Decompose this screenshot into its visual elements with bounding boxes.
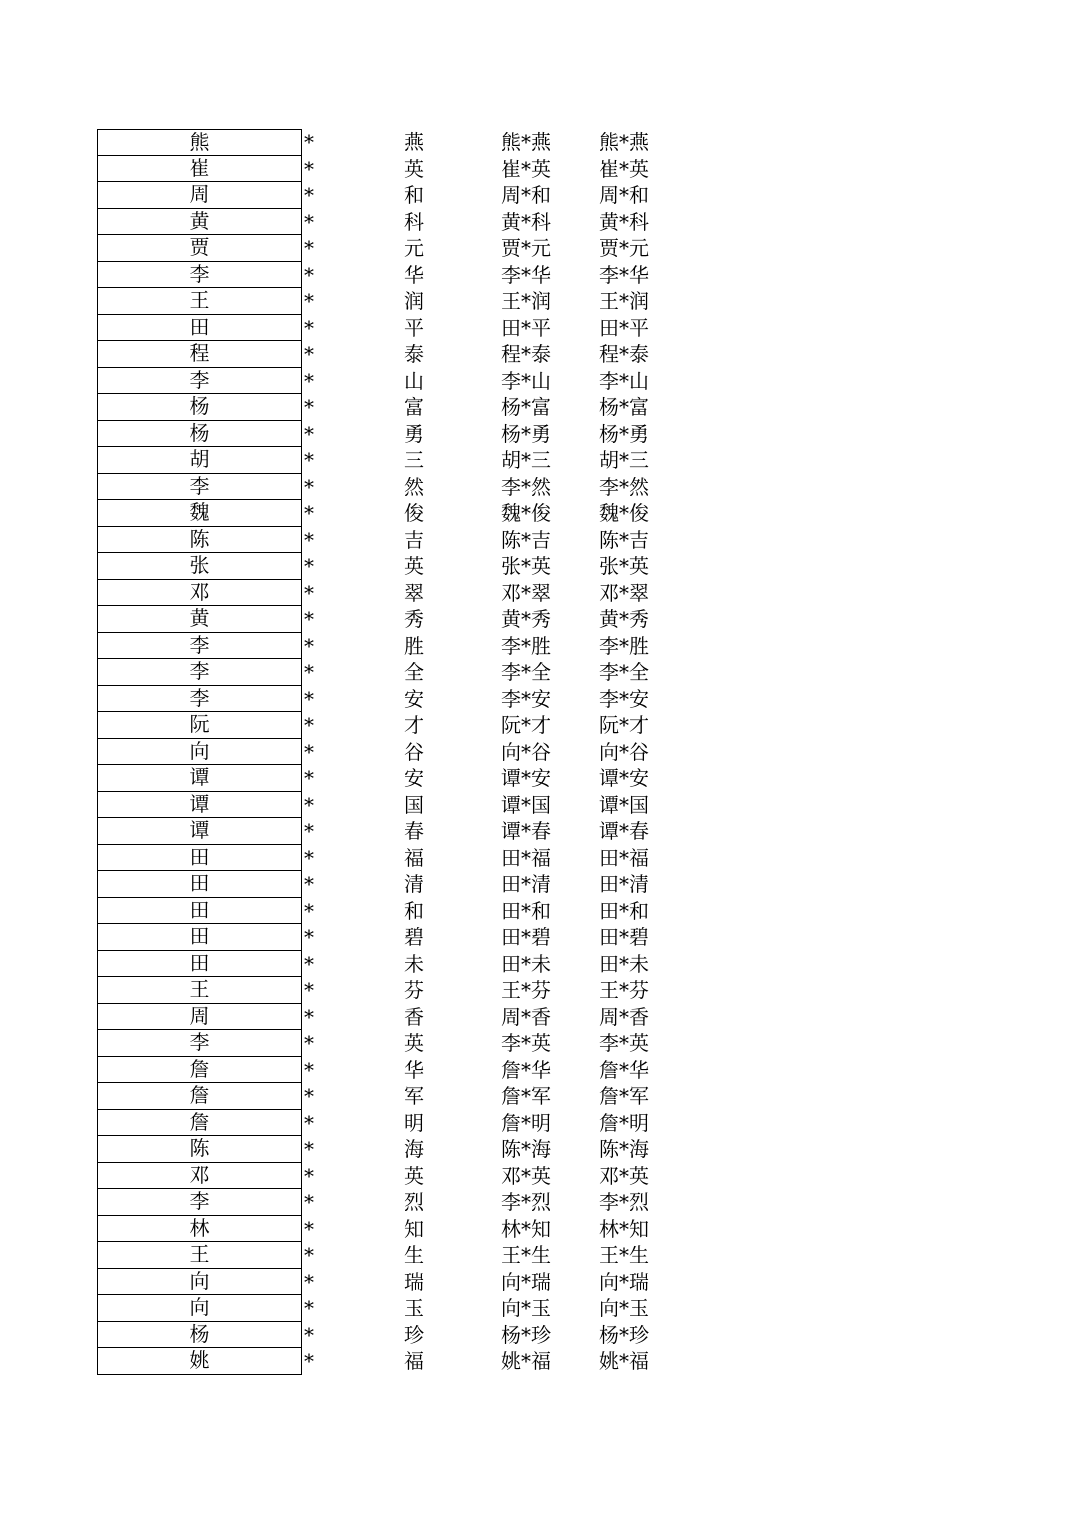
masked-name-copy-cell: 邓*翠 <box>599 580 649 605</box>
masked-name-cell: 黄*科 <box>501 209 551 234</box>
mask-cell: * <box>304 898 314 923</box>
mask-cell: * <box>304 819 314 843</box>
surname-cell: 胡 <box>97 446 302 474</box>
table-row <box>97 580 717 607</box>
mask-cell: * <box>304 448 314 472</box>
surname-cell: 李 <box>97 685 302 713</box>
surname-cell: 阮 <box>97 711 302 739</box>
given-name-cell: 元 <box>404 236 424 260</box>
masked-name-cell: 向*玉 <box>501 1296 551 1320</box>
masked-name-copy-cell: 田*碧 <box>599 925 649 949</box>
masked-name-cell: 程*泰 <box>501 342 551 366</box>
surname-cell: 田 <box>97 897 302 925</box>
table-row <box>97 1030 717 1057</box>
mask-cell: * <box>304 978 314 1002</box>
surname-cell: 杨 <box>97 420 302 448</box>
surname-cell: 詹 <box>97 1082 302 1110</box>
given-name-cell: 瑞 <box>404 1269 424 1294</box>
table-row <box>97 1242 717 1269</box>
mask-cell: * <box>304 501 314 525</box>
masked-name-cell: 姚*福 <box>501 1349 551 1373</box>
masked-name-copy-cell: 熊*燕 <box>599 130 649 154</box>
surname-cell: 张 <box>97 552 302 580</box>
surname-cell: 邓 <box>97 579 302 607</box>
given-name-cell: 勇 <box>404 421 424 446</box>
table-row <box>97 951 717 978</box>
mask-cell: * <box>304 1349 314 1373</box>
masked-name-copy-cell: 崔*英 <box>599 156 649 181</box>
surname-cell: 谭 <box>97 817 302 845</box>
masked-name-copy-cell: 李*然 <box>599 474 649 499</box>
mask-cell: * <box>304 1163 314 1188</box>
surname-cell: 黄 <box>97 605 302 633</box>
surname-cell: 李 <box>97 367 302 395</box>
mask-cell: * <box>304 713 314 737</box>
surname-cell: 黄 <box>97 208 302 236</box>
table-row <box>97 977 717 1004</box>
masked-name-cell: 詹*军 <box>501 1084 551 1108</box>
masked-name-copy-cell: 张*英 <box>599 554 649 578</box>
table-row <box>97 394 717 421</box>
masked-name-copy-cell: 胡*三 <box>599 448 649 472</box>
table-row <box>97 341 717 368</box>
mask-cell: * <box>304 1031 314 1055</box>
surname-cell: 李 <box>97 632 302 660</box>
surname-cell: 李 <box>97 1029 302 1057</box>
table-row <box>97 686 717 713</box>
mask-cell: * <box>304 660 314 684</box>
masked-name-copy-cell: 谭*春 <box>599 819 649 843</box>
surname-cell: 熊 <box>97 129 302 156</box>
surname-cell: 周 <box>97 1003 302 1031</box>
surname-cell: 田 <box>97 870 302 898</box>
given-name-cell: 山 <box>404 368 424 393</box>
mask-cell: * <box>304 262 314 287</box>
table-row <box>97 474 717 501</box>
table-row <box>97 421 717 448</box>
masked-name-cell: 贾*元 <box>501 236 551 260</box>
surname-cell: 林 <box>97 1215 302 1243</box>
masked-name-copy-cell: 黄*秀 <box>599 607 649 631</box>
masked-name-copy-cell: 李*安 <box>599 686 649 711</box>
masked-name-copy-cell: 向*谷 <box>599 739 649 764</box>
given-name-cell: 海 <box>404 1137 424 1161</box>
given-name-cell: 知 <box>404 1216 424 1241</box>
surname-cell: 陈 <box>97 1135 302 1163</box>
given-name-cell: 和 <box>404 183 424 207</box>
masked-name-cell: 邓*英 <box>501 1163 551 1188</box>
mask-cell: * <box>304 1216 314 1241</box>
table-row <box>97 553 717 580</box>
given-name-cell: 玉 <box>404 1296 424 1320</box>
masked-name-cell: 李*胜 <box>501 633 551 658</box>
given-name-cell: 燕 <box>404 130 424 154</box>
surname-cell: 贾 <box>97 234 302 262</box>
masked-name-cell: 胡*三 <box>501 448 551 472</box>
surname-cell: 王 <box>97 976 302 1004</box>
masked-name-cell: 谭*国 <box>501 792 551 817</box>
masked-name-cell: 田*碧 <box>501 925 551 949</box>
surname-cell: 向 <box>97 1294 302 1322</box>
table-row <box>97 447 717 474</box>
given-name-cell: 英 <box>404 1031 424 1055</box>
name-table <box>97 129 717 1375</box>
table-row <box>97 182 717 209</box>
masked-name-cell: 詹*明 <box>501 1110 551 1135</box>
surname-cell: 崔 <box>97 155 302 183</box>
given-name-cell: 富 <box>404 395 424 419</box>
masked-name-copy-cell: 李*胜 <box>599 633 649 658</box>
masked-name-cell: 李*然 <box>501 474 551 499</box>
given-name-cell: 秀 <box>404 607 424 631</box>
masked-name-copy-cell: 詹*军 <box>599 1084 649 1108</box>
table-row <box>97 1083 717 1110</box>
masked-name-copy-cell: 田*未 <box>599 951 649 976</box>
masked-name-copy-cell: 陈*吉 <box>599 527 649 552</box>
masked-name-cell: 谭*安 <box>501 766 551 790</box>
masked-name-copy-cell: 向*瑞 <box>599 1269 649 1294</box>
masked-name-cell: 谭*春 <box>501 819 551 843</box>
table-row <box>97 633 717 660</box>
mask-cell: * <box>304 925 314 949</box>
mask-cell: * <box>304 766 314 790</box>
given-name-cell: 烈 <box>404 1190 424 1214</box>
masked-name-cell: 杨*富 <box>501 395 551 419</box>
given-name-cell: 华 <box>404 1057 424 1082</box>
mask-cell: * <box>304 607 314 631</box>
masked-name-cell: 周*香 <box>501 1004 551 1029</box>
table-row <box>97 1057 717 1084</box>
given-name-cell: 安 <box>404 686 424 711</box>
masked-name-copy-cell: 田*平 <box>599 315 649 340</box>
masked-name-copy-cell: 阮*才 <box>599 713 649 737</box>
mask-cell: * <box>304 527 314 552</box>
given-name-cell: 英 <box>404 554 424 578</box>
surname-cell: 王 <box>97 287 302 315</box>
mask-cell: * <box>304 1084 314 1108</box>
table-row <box>97 129 717 156</box>
masked-name-copy-cell: 魏*俊 <box>599 501 649 525</box>
surname-cell: 李 <box>97 658 302 686</box>
given-name-cell: 英 <box>404 1163 424 1188</box>
masked-name-cell: 田*清 <box>501 872 551 896</box>
surname-cell: 詹 <box>97 1109 302 1137</box>
given-name-cell: 生 <box>404 1243 424 1267</box>
masked-name-cell: 崔*英 <box>501 156 551 181</box>
table-row <box>97 1110 717 1137</box>
masked-name-cell: 张*英 <box>501 554 551 578</box>
mask-cell: * <box>304 315 314 340</box>
masked-name-copy-cell: 田*和 <box>599 898 649 923</box>
given-name-cell: 英 <box>404 156 424 181</box>
masked-name-cell: 周*和 <box>501 183 551 207</box>
masked-name-cell: 田*福 <box>501 845 551 870</box>
masked-name-cell: 阮*才 <box>501 713 551 737</box>
masked-name-copy-cell: 李*山 <box>599 368 649 393</box>
masked-name-cell: 李*烈 <box>501 1190 551 1214</box>
masked-name-cell: 李*华 <box>501 262 551 287</box>
given-name-cell: 谷 <box>404 739 424 764</box>
table-row <box>97 315 717 342</box>
masked-name-copy-cell: 杨*富 <box>599 395 649 419</box>
mask-cell: * <box>304 156 314 181</box>
masked-name-copy-cell: 王*生 <box>599 1243 649 1267</box>
masked-name-copy-cell: 邓*英 <box>599 1163 649 1188</box>
surname-cell: 程 <box>97 340 302 368</box>
given-name-cell: 碧 <box>404 925 424 949</box>
given-name-cell: 福 <box>404 1349 424 1373</box>
masked-name-copy-cell: 向*玉 <box>599 1296 649 1320</box>
masked-name-copy-cell: 李*华 <box>599 262 649 287</box>
given-name-cell: 然 <box>404 474 424 499</box>
masked-name-copy-cell: 周*香 <box>599 1004 649 1029</box>
masked-name-copy-cell: 谭*安 <box>599 766 649 790</box>
given-name-cell: 春 <box>404 819 424 843</box>
masked-name-copy-cell: 贾*元 <box>599 236 649 260</box>
table-row <box>97 606 717 633</box>
masked-name-copy-cell: 林*知 <box>599 1216 649 1241</box>
masked-name-copy-cell: 姚*福 <box>599 1349 649 1373</box>
masked-name-cell: 陈*吉 <box>501 527 551 552</box>
masked-name-cell: 向*谷 <box>501 739 551 764</box>
mask-cell: * <box>304 474 314 499</box>
mask-cell: * <box>304 342 314 366</box>
masked-name-cell: 王*生 <box>501 1243 551 1267</box>
surname-cell: 向 <box>97 738 302 766</box>
mask-cell: * <box>304 209 314 234</box>
surname-cell: 李 <box>97 1188 302 1216</box>
given-name-cell: 翠 <box>404 580 424 605</box>
given-name-cell: 胜 <box>404 633 424 658</box>
mask-cell: * <box>304 236 314 260</box>
masked-name-cell: 魏*俊 <box>501 501 551 525</box>
masked-name-copy-cell: 陈*海 <box>599 1137 649 1161</box>
given-name-cell: 国 <box>404 792 424 817</box>
masked-name-cell: 田*和 <box>501 898 551 923</box>
given-name-cell: 润 <box>404 289 424 313</box>
surname-cell: 李 <box>97 261 302 289</box>
masked-name-cell: 黄*秀 <box>501 607 551 631</box>
table-row <box>97 712 717 739</box>
surname-cell: 姚 <box>97 1347 302 1375</box>
masked-name-copy-cell: 詹*华 <box>599 1057 649 1082</box>
table-row <box>97 871 717 898</box>
mask-cell: * <box>304 1110 314 1135</box>
table-row <box>97 368 717 395</box>
masked-name-cell: 李*安 <box>501 686 551 711</box>
masked-name-cell: 詹*华 <box>501 1057 551 1082</box>
masked-name-cell: 邓*翠 <box>501 580 551 605</box>
masked-name-copy-cell: 王*芬 <box>599 978 649 1002</box>
masked-name-cell: 向*瑞 <box>501 1269 551 1294</box>
masked-name-cell: 王*润 <box>501 289 551 313</box>
masked-name-cell: 田*平 <box>501 315 551 340</box>
surname-cell: 詹 <box>97 1056 302 1084</box>
surname-cell: 田 <box>97 844 302 872</box>
surname-cell: 邓 <box>97 1162 302 1190</box>
table-row <box>97 1004 717 1031</box>
masked-name-cell: 杨*勇 <box>501 421 551 446</box>
surname-cell: 陈 <box>97 526 302 554</box>
table-row <box>97 1163 717 1190</box>
masked-name-cell: 杨*珍 <box>501 1322 551 1347</box>
mask-cell: * <box>304 739 314 764</box>
masked-name-cell: 王*芬 <box>501 978 551 1002</box>
masked-name-copy-cell: 王*润 <box>599 289 649 313</box>
table-row <box>97 288 717 315</box>
given-name-cell: 泰 <box>404 342 424 366</box>
masked-name-cell: 李*山 <box>501 368 551 393</box>
surname-cell: 周 <box>97 181 302 209</box>
table-row <box>97 1295 717 1322</box>
surname-cell: 王 <box>97 1241 302 1269</box>
mask-cell: * <box>304 1004 314 1029</box>
given-name-cell: 未 <box>404 951 424 976</box>
mask-cell: * <box>304 183 314 207</box>
mask-cell: * <box>304 554 314 578</box>
surname-cell: 杨 <box>97 393 302 421</box>
masked-name-copy-cell: 谭*国 <box>599 792 649 817</box>
table-row <box>97 209 717 236</box>
given-name-cell: 吉 <box>404 527 424 552</box>
given-name-cell: 才 <box>404 713 424 737</box>
mask-cell: * <box>304 289 314 313</box>
masked-name-copy-cell: 黄*科 <box>599 209 649 234</box>
given-name-cell: 香 <box>404 1004 424 1029</box>
table-row <box>97 792 717 819</box>
table-row <box>97 845 717 872</box>
masked-name-cell: 田*未 <box>501 951 551 976</box>
given-name-cell: 全 <box>404 660 424 684</box>
mask-cell: * <box>304 580 314 605</box>
masked-name-copy-cell: 周*和 <box>599 183 649 207</box>
masked-name-copy-cell: 田*清 <box>599 872 649 896</box>
surname-cell: 谭 <box>97 764 302 792</box>
masked-name-cell: 林*知 <box>501 1216 551 1241</box>
masked-name-cell: 李*英 <box>501 1031 551 1055</box>
surname-cell: 杨 <box>97 1321 302 1349</box>
mask-cell: * <box>304 1322 314 1347</box>
surname-cell: 李 <box>97 473 302 501</box>
masked-name-cell: 熊*燕 <box>501 130 551 154</box>
table-row <box>97 1269 717 1296</box>
given-name-cell: 华 <box>404 262 424 287</box>
masked-name-copy-cell: 李*烈 <box>599 1190 649 1214</box>
surname-cell: 田 <box>97 950 302 978</box>
masked-name-copy-cell: 田*福 <box>599 845 649 870</box>
given-name-cell: 俊 <box>404 501 424 525</box>
masked-name-cell: 李*全 <box>501 660 551 684</box>
given-name-cell: 安 <box>404 766 424 790</box>
mask-cell: * <box>304 633 314 658</box>
given-name-cell: 军 <box>404 1084 424 1108</box>
given-name-cell: 和 <box>404 898 424 923</box>
mask-cell: * <box>304 1190 314 1214</box>
given-name-cell: 清 <box>404 872 424 896</box>
table-row <box>97 765 717 792</box>
given-name-cell: 明 <box>404 1110 424 1135</box>
table-row <box>97 262 717 289</box>
mask-cell: * <box>304 130 314 154</box>
mask-cell: * <box>304 686 314 711</box>
masked-name-copy-cell: 程*泰 <box>599 342 649 366</box>
table-row <box>97 235 717 262</box>
table-row <box>97 739 717 766</box>
surname-cell: 田 <box>97 314 302 342</box>
mask-cell: * <box>304 872 314 896</box>
given-name-cell: 芬 <box>404 978 424 1002</box>
masked-name-copy-cell: 李*英 <box>599 1031 649 1055</box>
given-name-cell: 平 <box>404 315 424 340</box>
table-row <box>97 659 717 686</box>
table-row <box>97 898 717 925</box>
surname-cell: 向 <box>97 1268 302 1296</box>
mask-cell: * <box>304 1296 314 1320</box>
masked-name-copy-cell: 杨*勇 <box>599 421 649 446</box>
masked-name-copy-cell: 杨*珍 <box>599 1322 649 1347</box>
table-row <box>97 527 717 554</box>
mask-cell: * <box>304 792 314 817</box>
given-name-cell: 珍 <box>404 1322 424 1347</box>
masked-name-cell: 陈*海 <box>501 1137 551 1161</box>
mask-cell: * <box>304 1243 314 1267</box>
masked-name-copy-cell: 詹*明 <box>599 1110 649 1135</box>
surname-cell: 魏 <box>97 499 302 527</box>
table-row <box>97 1322 717 1349</box>
mask-cell: * <box>304 845 314 870</box>
masked-name-copy-cell: 李*全 <box>599 660 649 684</box>
mask-cell: * <box>304 1269 314 1294</box>
given-name-cell: 福 <box>404 845 424 870</box>
mask-cell: * <box>304 395 314 419</box>
table-row <box>97 1189 717 1216</box>
table-row <box>97 1216 717 1243</box>
given-name-cell: 科 <box>404 209 424 234</box>
table-row <box>97 1136 717 1163</box>
table-row <box>97 818 717 845</box>
surname-cell: 谭 <box>97 791 302 819</box>
surname-cell: 田 <box>97 923 302 951</box>
mask-cell: * <box>304 951 314 976</box>
table-row <box>97 1348 717 1375</box>
mask-cell: * <box>304 368 314 393</box>
given-name-cell: 三 <box>404 448 424 472</box>
table-row <box>97 924 717 951</box>
mask-cell: * <box>304 1137 314 1161</box>
table-row <box>97 156 717 183</box>
table-row <box>97 500 717 527</box>
mask-cell: * <box>304 421 314 446</box>
mask-cell: * <box>304 1057 314 1082</box>
